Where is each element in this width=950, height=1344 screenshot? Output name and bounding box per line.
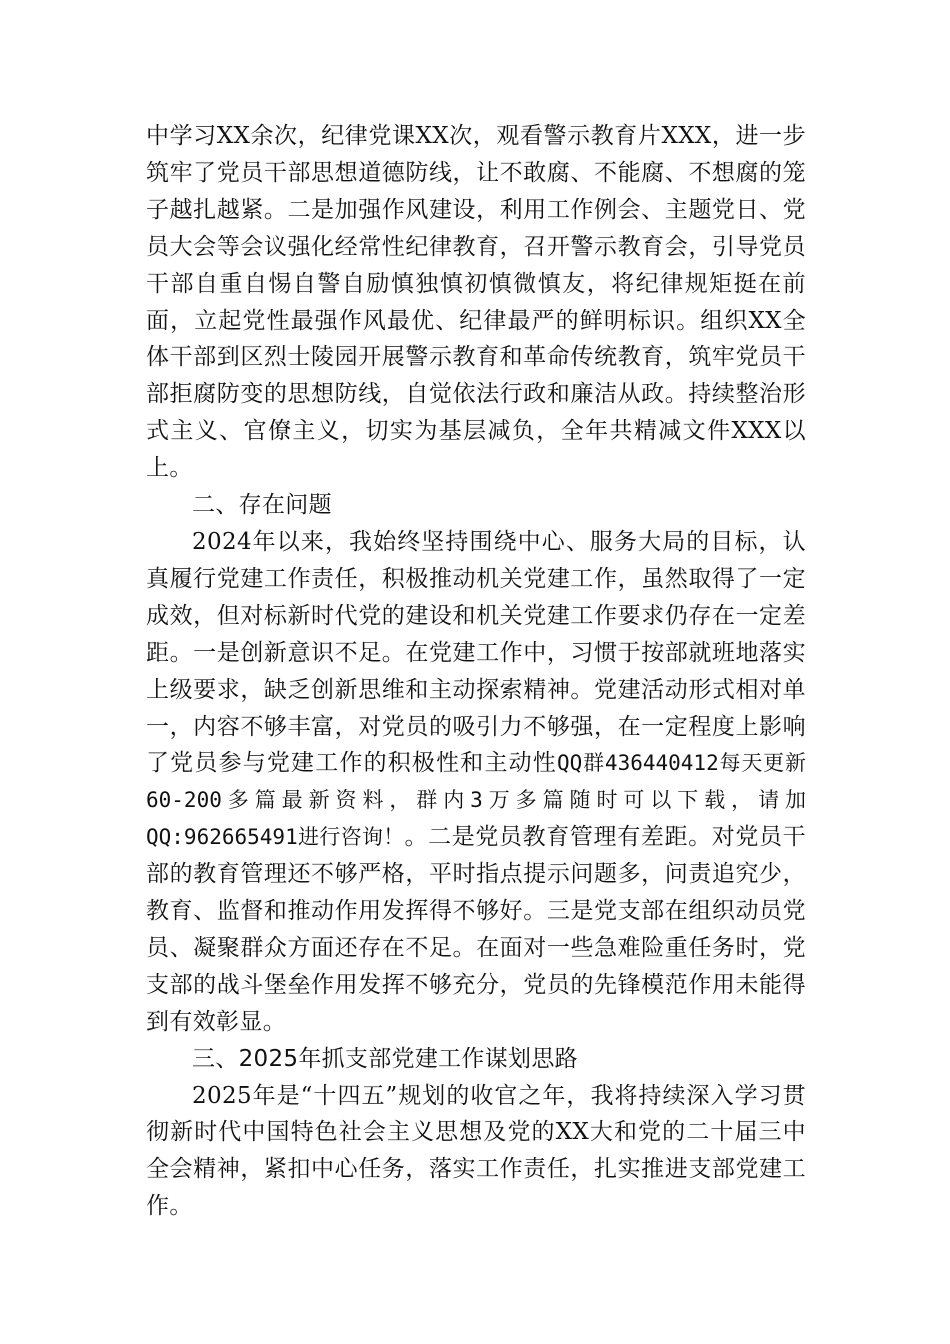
paragraph-existing-problems <box>146 524 806 1041</box>
problems-text-part-2: 。二是党员教育管理有差距。对党员干部的教育管理还不够严格，平时指点提示问题多，问责追究少，教育、监督和推动作用发挥得不够好。三是党支部在组织动员党员、凝聚群众方面还存在不足。在面对一些急难险重任务时，党支部的战斗堡垒作用发挥不够充分，党员的先锋模范作用未能得到有效彰显。 <box>146 824 807 1035</box>
document-body <box>146 118 806 1225</box>
paragraph-discipline-education: 中学习XX余次，纪律党课XX次，观看警示教育片XXX，进一步筑牢了党员干部思想道德防线，让不敢腐、不能腐、不想腐的笼子越扎越紧。二是加强作风建设，利用工作例会、主题党日、党员大会等会议强化经常性纪律教育，召开警示教育会，引导党员干部自重自惕自警自励慎独慎初慎微慎友，将纪律规矩挺在前面，立起党性最强作风最优、纪律最严的鲜明标识。组织XX全体干部到区烈士陵园开展警示教育和革命传统教育，筑牢党员干部拒腐防变的思想防线，自觉依法行政和廉洁从政。持续整治形式主义、官僚主义，切实为基层减负，全年共精减文件XXX以上。 <box>146 123 806 482</box>
section-heading-existing-problems: 二、存在问题 <box>192 492 332 519</box>
paragraph-2025-plan: 2025年是“十四五”规划的收官之年，我将持续深入学习贯彻新时代中国特色社会主义思想及党的XX大和党的二十届三中全会精神，紧扣中心任务，落实工作责任，扎实推进支部党建工作。 <box>146 1082 806 1220</box>
section-heading-2025-plan: 三、2025年抓支部党建工作谋划思路 <box>192 1045 578 1072</box>
problems-text-part-1: 2024年以来，我始终坚持围绕中心、服务大局的目标，认真履行党建工作责任，积极推动机关党建工作，虽然取得了一定成效，但对标新时代党的建设和机关党建工作要求仍存在一定差距。一是创新意识不足。在党建工作中，习惯于按部就班地落实上级要求，缺乏创新思维和主动探索精神。党建活动形式相对单一，内容不够丰富，对党员的吸引力不够强，在一定程度上影响了党员参与党建工作的积极性和主动性 <box>146 528 806 777</box>
inline-ad-text: QQ群436440412每天更新60-200多篇最新资料，群内3万多篇随时可以下载，请加QQ:962665491进行咨询！ <box>146 751 807 850</box>
